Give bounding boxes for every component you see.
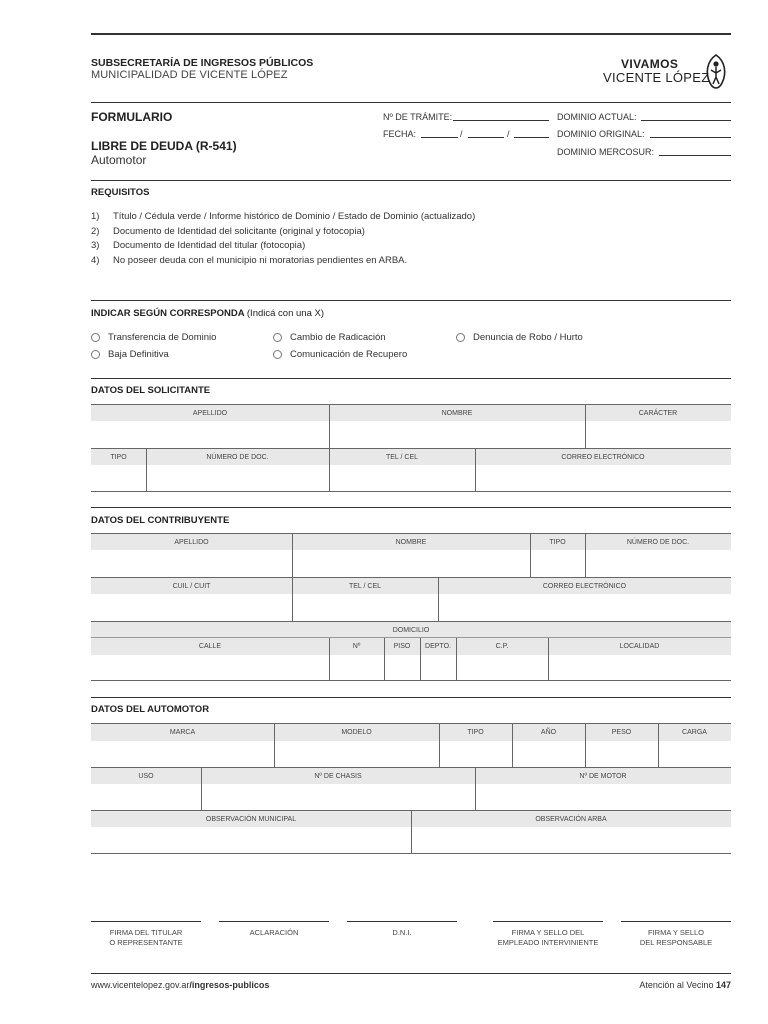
dominio-actual-label: DOMINIO ACTUAL:	[557, 112, 637, 122]
option-cambio-radicacion[interactable]: Cambio de Radicación	[273, 332, 386, 343]
radio-circle-icon	[273, 333, 282, 342]
col-marca: MARCA	[169, 729, 196, 736]
signature-line-dni[interactable]	[347, 921, 457, 922]
col-caracter: CARÁCTER	[638, 409, 678, 417]
option-transferencia[interactable]: Transferencia de Dominio	[91, 332, 216, 343]
dominio-mercosur-field[interactable]	[659, 155, 731, 156]
col-nombre: NOMBRE	[395, 538, 427, 546]
option-comunicacion-recupero[interactable]: Comunicación de Recupero	[273, 349, 407, 360]
indicar-hint: (Indicá con una X)	[246, 308, 324, 319]
automotor-title: DATOS DEL AUTOMOTOR	[91, 704, 210, 715]
solicitante-title: DATOS DEL SOLICITANTE	[91, 385, 211, 396]
fecha-label: FECHA:	[383, 129, 417, 139]
col-uso: USO	[138, 772, 154, 780]
requisito-item: 2) Documento de Identidad del solicitante (original y fotocopia)	[91, 225, 365, 237]
col-tipo: TIPO	[467, 729, 484, 736]
col-tel: TEL / CEL	[348, 582, 382, 590]
col-numero-doc: NÚMERO DE DOC.	[206, 453, 269, 461]
dominio-mercosur-label: DOMINIO MERCOSUR:	[557, 147, 655, 157]
signature-label-aclaracion: ACLARACIÓN	[249, 928, 299, 937]
footer-url[interactable]: www.vicentelopez.gov.ar/ingresos-publicos	[91, 980, 270, 990]
divider-requisitos	[91, 180, 731, 181]
col-correo: CORREO ELECTRÓNICO	[561, 453, 645, 461]
col-motor: Nº DE MOTOR	[579, 772, 627, 780]
org-name: SUBSECRETARÍA DE INGRESOS PÚBLICOS	[91, 57, 314, 69]
requisitos-list	[91, 211, 475, 270]
fecha-month-field[interactable]	[468, 137, 504, 138]
radio-circle-icon	[91, 350, 100, 359]
signature-label-titular: FIRMA DEL TITULAR O REPRESENTANTE	[109, 928, 183, 947]
col-depto: DEPTO.	[425, 643, 451, 650]
signature-line-aclaracion[interactable]	[219, 921, 329, 922]
col-correo: CORREO ELECTRÓNICO	[542, 582, 627, 590]
divider-automotor	[91, 697, 731, 698]
tramite-label: Nº DE TRÁMITE:	[383, 112, 453, 122]
footer-attention: Atención al Vecino 147	[639, 980, 731, 990]
header-divider	[91, 102, 731, 103]
logo-text-line2: VICENTE LÓPEZ	[603, 70, 710, 85]
col-modelo: MODELO	[341, 729, 372, 736]
divider-contribuyente	[91, 507, 731, 508]
radio-circle-icon	[91, 333, 100, 342]
dominio-original-label: DOMINIO ORIGINAL:	[557, 129, 645, 139]
form-type: Automotor	[91, 153, 147, 167]
col-domicilio: DOMICILIO	[392, 626, 430, 634]
tramite-field[interactable]	[453, 120, 549, 121]
footer-rule	[91, 973, 731, 974]
col-piso: PISO	[393, 643, 411, 650]
radio-circle-icon	[456, 333, 465, 342]
signature-label-empleado: FIRMA Y SELLO DEL EMPLEADO INTERVINIENTE	[497, 928, 599, 947]
municipality-logo-icon	[701, 53, 731, 89]
requisitos-title: REQUISITOS	[91, 187, 150, 198]
col-apellido: APELLIDO	[174, 538, 209, 546]
requisito-item: 4) No poseer deuda con el municipio ni moratorias pendientes en ARBA.	[91, 255, 408, 267]
signature-label-responsable: FIRMA Y SELLO DEL RESPONSABLE	[639, 928, 713, 947]
signature-line-responsable[interactable]	[621, 921, 731, 922]
signature-line-titular[interactable]	[91, 921, 201, 922]
top-rule	[91, 33, 731, 35]
col-tipo: TIPO	[549, 538, 566, 546]
col-apellido: APELLIDO	[192, 409, 228, 417]
fecha-year-field[interactable]	[514, 137, 549, 138]
col-obs-municipal: OBSERVACIÓN MUNICIPAL	[205, 815, 297, 823]
col-tel: TEL / CEL	[385, 453, 419, 461]
divider-indicar	[91, 300, 731, 301]
fecha-slash-1: /	[460, 129, 463, 139]
col-tipo: TIPO	[110, 453, 127, 461]
fecha-day-field[interactable]	[421, 137, 458, 138]
logo-text-line1: VIVAMOS	[621, 57, 679, 71]
col-localidad: LOCALIDAD	[619, 643, 660, 650]
col-chasis: Nº DE CHASIS	[314, 772, 362, 780]
col-nro: Nº	[352, 643, 361, 650]
signature-line-empleado[interactable]	[493, 921, 603, 922]
indicar-title: INDICAR SEGÚN CORRESPONDA (Indicá con una X)	[91, 308, 324, 319]
col-nombre: NOMBRE	[441, 409, 473, 417]
col-cuil: CUIL / CUIT	[172, 582, 211, 590]
requisito-item: 1) Título / Cédula verde / Informe histórico de Dominio / Estado de Dominio (actualizado)	[91, 211, 476, 222]
form-name: LIBRE DE DEUDA (R-541)	[91, 139, 237, 153]
col-numero-doc: NÚMERO DE DOC.	[626, 538, 690, 546]
option-baja-definitiva[interactable]: Baja Definitiva	[91, 349, 169, 360]
page-number: 147	[715, 980, 731, 990]
contribuyente-title: DATOS DEL CONTRIBUYENTE	[91, 515, 230, 526]
option-denuncia-robo[interactable]: Denuncia de Robo / Hurto	[456, 332, 583, 343]
signature-label-dni: D.N.I.	[392, 928, 412, 937]
col-cp: C.P.	[495, 643, 509, 650]
fecha-slash-2: /	[507, 129, 510, 139]
dominio-actual-field[interactable]	[641, 120, 731, 121]
dominio-original-field[interactable]	[650, 137, 731, 138]
col-peso: PESO	[611, 729, 632, 736]
col-calle: CALLE	[198, 643, 222, 650]
divider-solicitante	[91, 378, 731, 379]
col-carga: CARGA	[682, 729, 707, 736]
requisito-item: 3) Documento de Identidad del titular (fotocopia)	[91, 240, 306, 252]
municipality-name: MUNICIPALIDAD DE VICENTE LÓPEZ	[91, 69, 288, 81]
form-title: FORMULARIO	[91, 110, 173, 124]
col-anio: AÑO	[540, 729, 557, 736]
col-obs-arba: OBSERVACIÓN ARBA	[535, 815, 607, 823]
radio-circle-icon	[273, 350, 282, 359]
